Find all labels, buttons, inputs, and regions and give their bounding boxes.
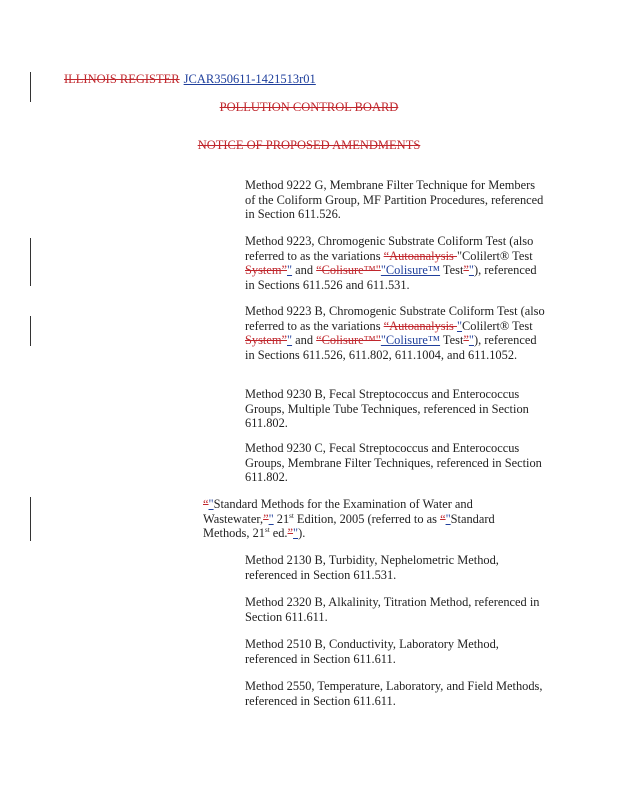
change-bar (30, 497, 31, 541)
deleted-text: ” (287, 526, 294, 541)
register-header (64, 72, 316, 87)
deleted-text: “Colisure™" (316, 333, 381, 348)
deleted-text: System” (245, 333, 287, 348)
board-title: POLLUTION CONTROL BOARD (219, 100, 399, 114)
standard-methods-21st (203, 497, 503, 541)
notice-title: NOTICE OF PROPOSED AMENDMENTS (197, 138, 421, 152)
inserted-text: " (208, 497, 214, 511)
method-9223b (245, 304, 545, 362)
inserted-text: " (456, 318, 463, 333)
deleted-text: “Autoanalysis (383, 248, 457, 263)
deleted-text: ” (263, 511, 269, 526)
text: Test (440, 333, 464, 348)
deleted-text: “Autoanalysis (383, 318, 457, 333)
inserted-text: " (268, 511, 274, 526)
method-9230c: Method 9230 C, Fecal Streptococcus and Enterococcus Groups, Membrane Filter Techniques, referenced in Section 611.802. (245, 441, 542, 485)
text: Standard Methods for the Examination of Water and Wastewater, (203, 497, 473, 526)
superscript: st (264, 526, 270, 535)
inserted-text: " (287, 333, 293, 348)
text: ), referenced in Sections 611.526, 611.802, 611.1004, and 611.1052. (245, 333, 537, 362)
method-9230b: Method 9230 B, Fecal Streptococcus and Enterococcus Groups, Multiple Tube Techniques, referenced in Section 611.802. (245, 387, 529, 431)
inserted-text: "Colisure™ (380, 333, 441, 348)
text: "Colilert® Test (456, 248, 533, 263)
method-2550: Method 2550, Temperature, Laboratory, and Field Methods, referenced in Section 611.611. (245, 679, 543, 708)
text: ), referenced in Sections 611.526 and 611.531. (245, 263, 537, 292)
deleted-text: “Colisure™" (316, 263, 381, 278)
text: Edition, 2005 (referred to as (293, 511, 441, 526)
inserted-text: " (468, 263, 474, 278)
text: ed. (269, 526, 288, 541)
change-bar (30, 316, 31, 346)
change-bar (30, 72, 31, 102)
text: Method 9223, Chromogenic Substrate Coliform Test (also referred to as the variations (245, 234, 534, 263)
text: Standard Methods, 21 (203, 511, 495, 541)
change-bar (30, 238, 31, 286)
method-2510b: Method 2510 B, Conductivity, Laboratory Method, referenced in Section 611.611. (245, 637, 499, 666)
text: and (292, 333, 317, 348)
inserted-text: " (287, 263, 293, 278)
register-inserted: JCAR350611-1421513r01 (183, 72, 316, 86)
inserted-text: " (293, 526, 299, 541)
text: Colilert® Test (462, 318, 533, 333)
inserted-text: " (468, 333, 474, 348)
deleted-text: ” (463, 333, 469, 348)
superscript: st (289, 511, 294, 520)
text: ). (298, 526, 306, 541)
text: Method 9223 B, Chromogenic Substrate Coliform Test (also referred to as the variations (245, 304, 545, 333)
deleted-text: “ (203, 497, 209, 511)
method-9222g: Method 9222 G, Membrane Filter Technique for Members of the Coliform Group, MF Partition Procedures, referenced in Section 611.526. (245, 178, 544, 222)
text: Test (440, 263, 464, 278)
text: 21 (273, 511, 290, 526)
deleted-text: “ (440, 511, 446, 526)
method-2130b: Method 2130 B, Turbidity, Nephelometric Method, referenced in Section 611.531. (245, 553, 499, 582)
text: and (292, 263, 317, 278)
register-deleted: ILLINOIS REGISTER (64, 72, 180, 86)
deleted-text: ” (463, 263, 469, 278)
inserted-text: " (445, 511, 451, 526)
method-2320b: Method 2320 B, Alkalinity, Titration Method, referenced in Section 611.611. (245, 595, 540, 624)
deleted-text: System” (245, 263, 287, 278)
method-9223 (245, 234, 545, 292)
inserted-text: "Colisure™ (380, 263, 441, 278)
